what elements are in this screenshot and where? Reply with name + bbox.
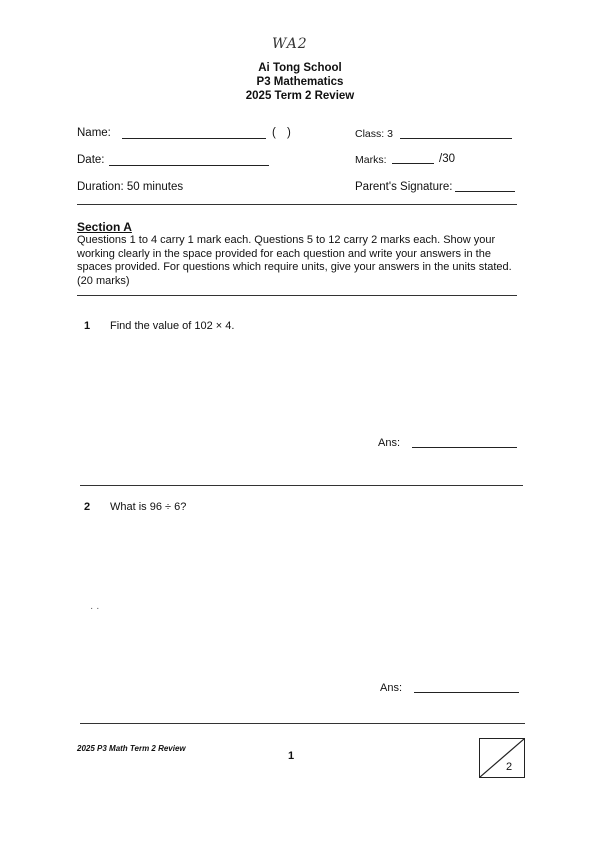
- marks-total: /30: [439, 153, 455, 165]
- class-field[interactable]: [400, 138, 512, 139]
- section-divider: [77, 295, 517, 296]
- header-divider: [77, 204, 517, 205]
- date-label: Date:: [77, 154, 105, 166]
- section-title: Section A: [77, 220, 132, 234]
- parent-signature-label: Parent's Signature:: [355, 181, 453, 193]
- section-instructions: Questions 1 to 4 carry 1 mark each. Questions 5 to 12 carry 2 marks each. Show your working clearly in the space provided for each question and write your answers in the spaces provided. For questions which require units, give your answers in the units stated. (20 marks): [77, 234, 512, 287]
- name-label: Name:: [77, 127, 111, 139]
- school-name: Ai Tong School: [258, 62, 342, 74]
- class-label: Class: 3: [355, 128, 393, 140]
- question-2-answer-field[interactable]: [414, 692, 519, 693]
- subject-title: P3 Mathematics: [256, 76, 344, 88]
- question-1-divider: [80, 485, 523, 486]
- date-field[interactable]: [109, 165, 269, 166]
- duration-text: Duration: 50 minutes: [77, 181, 184, 193]
- question-1-number: 1: [84, 320, 91, 332]
- question-1-answer-label: Ans:: [378, 437, 401, 449]
- index-number-field[interactable]: ( ): [272, 127, 291, 139]
- mark-box-value: 2: [506, 761, 513, 773]
- question-2-answer-label: Ans:: [380, 682, 403, 694]
- parent-signature-field[interactable]: [455, 191, 515, 192]
- question-2-divider: [80, 723, 525, 724]
- question-2-number: 2: [84, 501, 91, 513]
- question-2-text: What is 96 ÷ 6?: [110, 501, 187, 513]
- exam-title: 2025 Term 2 Review: [245, 90, 355, 102]
- marks-field[interactable]: [392, 163, 434, 164]
- marks-label: Marks:: [355, 154, 387, 166]
- mark-box-diagonal: [480, 739, 524, 777]
- handwritten-annotation: WA2: [272, 36, 308, 52]
- page-number: 1: [288, 750, 295, 762]
- mark-box: [479, 738, 525, 778]
- name-field[interactable]: [122, 138, 266, 139]
- question-1-answer-field[interactable]: [412, 447, 517, 448]
- footer-text: 2025 P3 Math Term 2 Review: [77, 744, 186, 753]
- question-1-text: Find the value of 102 × 4.: [110, 320, 235, 332]
- stray-marks: · ·: [90, 603, 100, 614]
